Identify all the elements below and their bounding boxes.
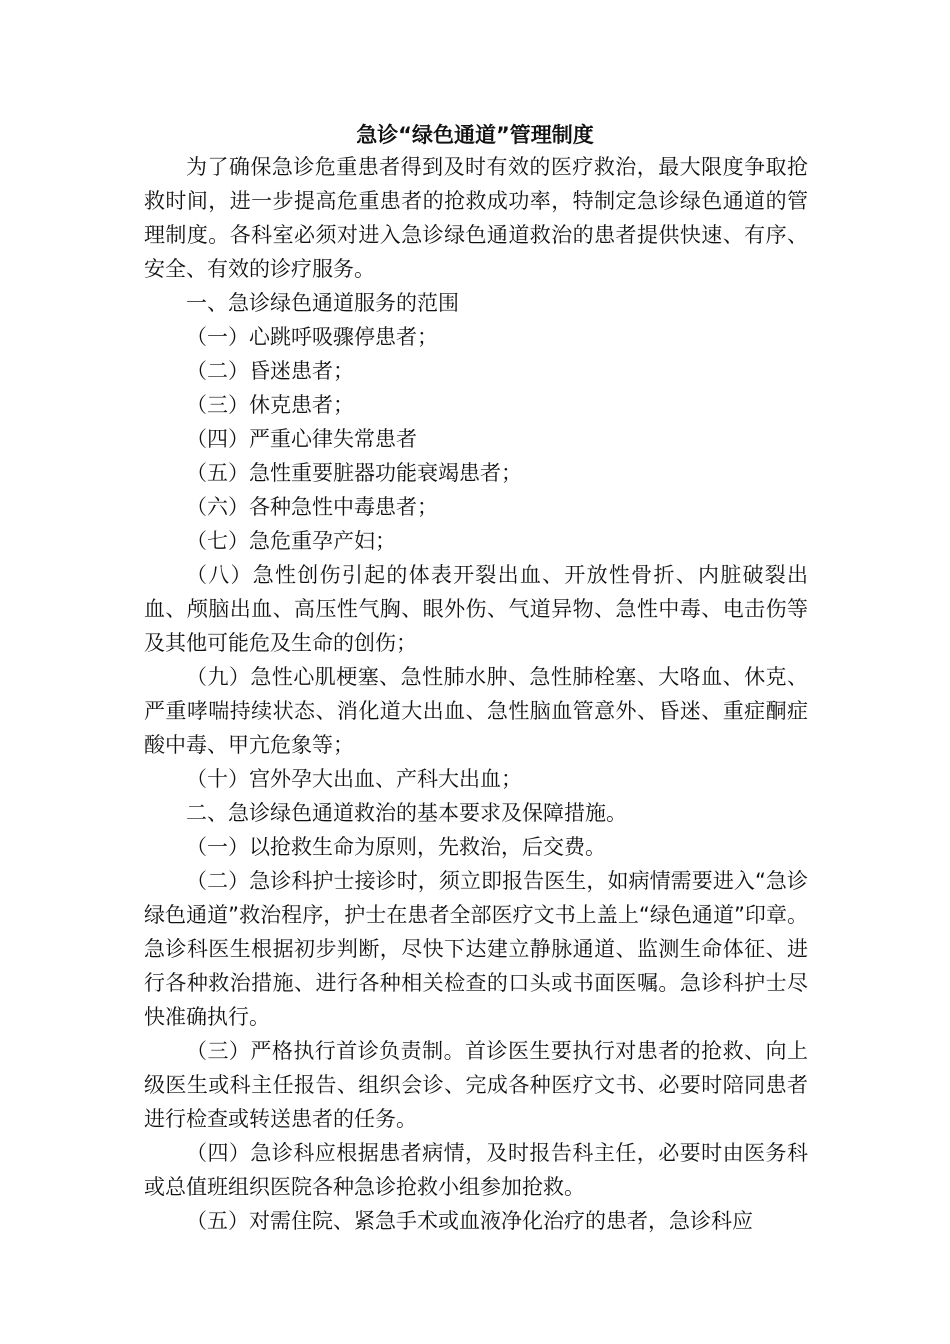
list-item: （四）急诊科应根据患者病情，及时报告科主任，必要时由医务科或总值班组织医院各种急诊抢救小组参加抢救。 <box>144 1141 808 1199</box>
list-item: （二）昏迷患者； <box>186 359 354 383</box>
list-item: （五）对需住院、紧急手术或血液净化治疗的患者，急诊科应 <box>186 1209 753 1233</box>
list-item: （四）严重心律失常患者 <box>186 427 417 451</box>
document-body <box>144 150 808 1238</box>
list-item: （八）急性创伤引起的体表开裂出血、开放性骨折、内脏破裂出血、颅脑出血、高压性气胸、眼外伤、气道异物、急性中毒、电击伤等及其他可能危及生命的创伤； <box>144 563 808 655</box>
list-item: （六）各种急性中毒患者； <box>186 495 438 519</box>
intro-paragraph: 为了确保急诊危重患者得到及时有效的医疗救治，最大限度争取抢救时间，进一步提高危重患者的抢救成功率，特制定急诊绿色通道的管理制度。各科室必须对进入急诊绿色通道救治的患者提供快速、有序、安全、有效的诊疗服务。 <box>144 155 808 281</box>
list-item: （二）急诊科护士接诊时，须立即报告医生，如病情需要进入“急诊绿色通道”救治程序，护士在患者全部医疗文书上盖上“绿色通道”印章。急诊科医生根据初步判断，尽快下达建立静脉通道、监测生命体征、进行各种救治措施、进行各种相关检查的口头或书面医嘱。急诊科护士尽快准确执行。 <box>144 869 808 1029</box>
list-item: （九）急性心肌梗塞、急性肺水肿、急性肺栓塞、大咯血、休克、严重哮喘持续状态、消化道大出血、急性脑血管意外、昏迷、重症酮症酸中毒、甲亢危象等； <box>144 665 808 757</box>
list-item: （三）休克患者； <box>186 393 354 417</box>
list-item: （五）急性重要脏器功能衰竭患者； <box>186 461 522 485</box>
list-item: （十）宫外孕大出血、产科大出血； <box>186 767 522 791</box>
document-title: 急诊“绿色通道”管理制度 <box>356 123 594 147</box>
list-item: （三）严格执行首诊负责制。首诊医生要执行对患者的抢救、向上级医生或科主任报告、组织会诊、完成各种医疗文书、必要时陪同患者进行检查或转送患者的任务。 <box>144 1039 808 1131</box>
section-heading-1: 一、急诊绿色通道服务的范围 <box>186 291 459 315</box>
list-item: （一）心跳呼吸骤停患者； <box>186 325 438 349</box>
section-heading-2: 二、急诊绿色通道救治的基本要求及保障措施。 <box>186 801 627 825</box>
list-item: （一）以抢救生命为原则，先救治，后交费。 <box>186 835 606 859</box>
list-item: （七）急危重孕产妇； <box>186 529 396 553</box>
